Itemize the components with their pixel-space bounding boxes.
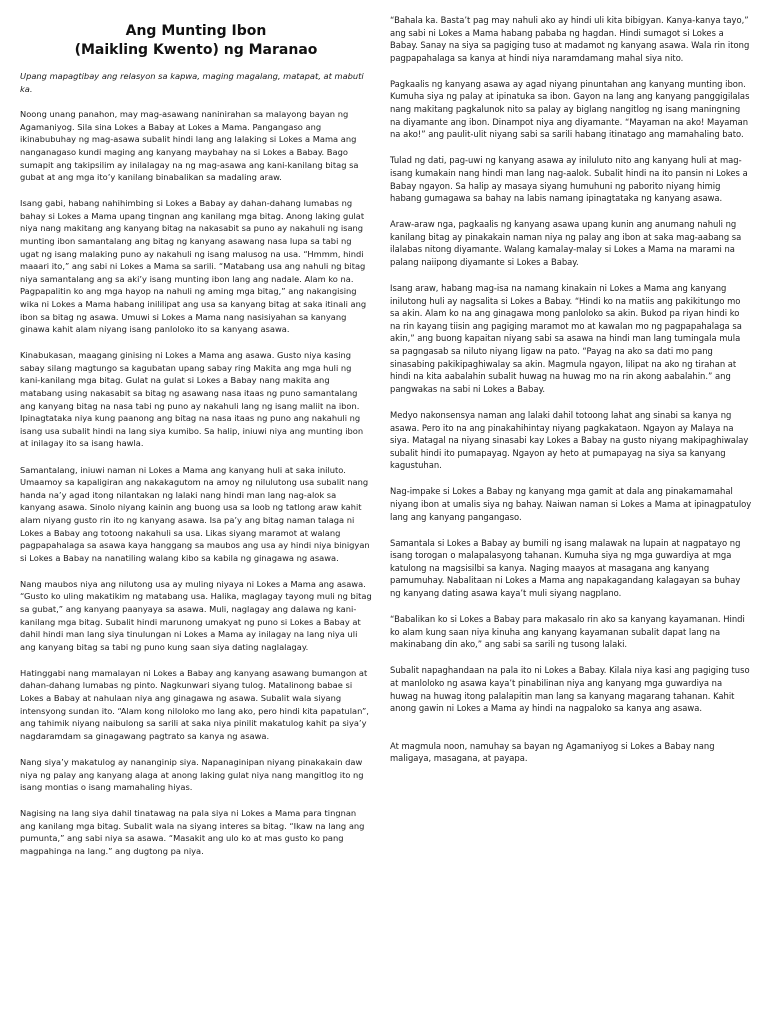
paragraph: Isang gabi, habang nahihimbing si Lokes a Babay ay dahan-dahang lumabas ng bahay si Lokes a Mama upang tingnan ang kanilang mga bitag. Anong laking gulat niya nang makitang ang kanyang bitag na nakasabit sa puno ay nakahuli ng isang munting ibon samantalang ang bitag ng kanyang asawang nasa lupa sa tabi ng ugat ng isang malaking puno ay nakahuli ng isang malusog na usa. “Hmmm, hindi maaari ito,” ang sabi ni Lokes a Mama sa sarili. “Matabang usa ang nahuli ng bitag niya samantalang ang sa aki’y isang munting ibon lang ang nadale. Alam ko na. Pagpapalitin ko ang mga hayop na nahuli ng aming mga bitag,” ang nakangising wika ni Lokes a Mama habang inililipat ang usa sa kanyang bitag at saka itinali ang ibon sa bitag ng asawa. Umuwi si Lokes a Mama nang nasisiyahan sa kanyang ginawa kahit alam niyang isang panloloko ito sa kanyang asawa. [20,198,367,335]
paragraph: Hatinggabi nang mamalayan ni Lokes a Babay ang kanyang asawang bumangon at dahan-dahang lumabas ng pinto. Nagkunwari siyang tulog. Matalinong babae si Lokes a Babay at nahulaan niya ang ginagawa ng asawa. Subalit wala siyang intensyong sundan ito. “Alam kong niloloko mo lang ako, pero hindi kita papatulan”, ang tahimik niyang naibulong sa sarili at saka niya pinilit makatulog kahit pa siya’y nagdaramdam sa ginagawang pagtrato sa kanya ng asawa. [20,667,369,741]
paragraph: Subalit napaghandaan na pala ito ni Lokes a Babay. Kilala niya kasi ang pagiging tuso at manloloko ng asawa kaya’t pinabilinan niya ang kanyang mga guwardiya na huwag na huwag itong palalapitin man lang sa kanyang magarang tahanan. Kahit anong gawin ni Lokes a Mama ay hindi na nagpaloko sa kanya ang asawa. [390,665,750,714]
paragraph: Nang siya’y makatulog ay nananginip siya. Napanaginipan niyang pinakakain daw niya ng palay ang kanyang alaga at anong laking gulat niya nang mangitlog ito ng isang montias o isang mamahaling hiyas. [20,756,364,793]
left-column [20,14,372,871]
title-line-1: Ang Munting Ibon [125,23,267,39]
title-line-2: (Maikling Kwento) ng Maranao [74,42,318,58]
paragraph: Nang maubos niya ang nilutong usa ay muling niyaya ni Lokes a Mama ang asawa. “Gusto ko uling makatikim ng matabang usa. Halika, maglagay tayong muli ng bitag sa gubat,” ang kanyang paanyaya sa asawa. Muli, naglagay ang dalawa ng kani-kanilang mga bitag. Subalit hindi marunong umakyat ng puno si Lokes a Babay at dahil hindi man lang siya tinulungan ni Lokes a Mama ay inilagay na lang niya uli ang kanyang bitag sa tabi ng puno kung saan siya dating naglalagay. [20,578,372,652]
paragraph: Kinabukasan, maagang ginising ni Lokes a Mama ang asawa. Gusto niya kasing sabay silang magtungo sa kagubatan upang sabay ring Makita ang mga huli ng kani-kanilang mga bitag. Gulat na gulat si Lokes a Babay nang makita ang matabang using nakasabit sa bitag ng asawang nasa itaas ng puno samantalang ang kanyang bitag na nasa tabi ng puno ay nakahuli lang ng isang maliit na ibon. Ipinagtataka niya kung paanong ang bitag na nasa itaas ng puno ang nakahuli ng isang usa subalit hindi na lang siya kumibo. Sa halip, iniuwi niya ang munting ibon at inilagay ito sa isang hawla. [20,350,364,449]
paragraph: Nagising na lang siya dahil tinatawag na pala siya ni Lokes a Mama para tingnan ang kanilang mga bitag. Subalit wala na siyang interes sa bitag. “Ikaw na lang ang pumunta,” ang sabi niya sa asawa. “Masakit ang ulo ko at mas gusto ko pang magpahinga na lang.” ang dugtong pa niya. [20,808,365,856]
paragraph: “Babalikan ko si Lokes a Babay para makasalo rin ako sa kanyang kayamanan. Hindi ko alam kung saan niya kinuha ang kanyang kayamanan subalit dapat lang na makinabang din ako,” ang sabi sa sarili ng tusong lalaki. [390,614,745,650]
paragraph: “Bahala ka. Basta’t pag may nahuli ako ay hindi uli kita bibigyan. Kanya-kanya tayo,” ang sabi ni Lokes a Mama habang pababa ng hagdan. Hindi sumagot si Lokes a Babay. Sanay na siya sa pagiging tuso at madamot ng kanyang asawa. Wala rin itong pagpapahalaga sa kanya at hindi niya naramdamang mahal siya nito. [390,15,750,63]
paragraph: Samantala si Lokes a Babay ay bumili ng isang malawak na lupain at nagpatayo ng isang torogan o malapalasyong tahanan. Kumuha siya ng mga guwardiya at mga katulong na magsisilbi sa kanya. Naging maayos at masagana ang kanyang pamumuhay. Nabalitaan ni Lokes a Mama ang napakagandang kalagayan sa buhay ng kanyang dating asawa kaya’t muli siyang nagplano. [390,537,741,599]
story-title [20,22,372,60]
paragraph: Medyo nakonsensya naman ang lalaki dahil totoong lahat ang sinabi sa kanya ng asawa. Pero ito na ang pinakahihintay niyang pagkakataon. Ngayon ay Malaya na siya. Matagal na niyang sinasabi kay Lokes a Babay na gusto niyang makipaghiwalay subalit hindi ito pumapayag. Ngayon ay heto at pumapayag na siya sa kanyang kagustuhan. [390,409,749,471]
paragraph: Tulad ng dati, pag-uwi ng kanyang asawa ay iniluluto nito ang kanyang huli at mag-isang kumakain nang hindi man lang nag-aalok. Subalit hindi na ito pansin ni Lokes a Babay ngayon. Sa halip ay masaya siyang humuhuni ng paborito niyang himig habang gumagawa sa bahay na labis namang ipinagtataka ng kanyang asawa. [390,155,748,204]
paragraph: Araw-araw nga, pagkaalis ng kanyang asawa upang kunin ang anumang nahuli ng kanilang bitag ay pinakakain naman niya ng palay ang ibon at saka mag-aabang sa ilalabas nitong diyamante. Walang kamalay-malay si Lokes a Mama na marami na palang naiipong diyamante si Lokes a Babay. [390,219,742,267]
paragraph: Isang araw, habang mag-isa na namang kinakain ni Lokes a Mama ang kanyang inilutong huli ay nagsalita si Lokes a Babay. “Hindi ko na matiis ang pakikitungo mo sa akin. Alam ko na ang ginagawa mong panloloko sa akin. Bukod pa riyan hindi ko na rin kayang tiisin ang pagiging maramot mo at kawalan mo ng pagpapahalaga sa akin,” ang buong kapaitan niyang sabi sa asawa na hindi man lang tumingala mula sa pagngasab sa niluto niyang ligaw na pato. “Payag na ako sa dati mo pang sinasabing pakikipaghiwalay sa akin. Magmula ngayon, lilipat na ako ng tirahan at hindi na kita aabalahin subalit huwag na huwag mo na rin akong aabalahin.” ang pangwakas na sabi ni Lokes a Babay. [390,283,742,394]
right-column [390,14,752,779]
paragraph: Samantalang, iniuwi naman ni Lokes a Mama ang kanyang huli at saka iniluto. Umaamoy sa kapaligiran ang nakakagutom na amoy ng nilulutong usa subalit nang handa na’y agad itong nilantakan ng lalaki nang hindi man lang nag-alok sa kanyang asawa. Sinolo niyang kainin ang buong usa sa loob ng tatlong araw kahit alam niyang gusto rin ito ng kanyang asawa. Isa pa’y ang bitag naman talaga ni Lokes a Babay ang totoong nakahuli sa usa. Likas siyang maramot at walang pagpapahalaga sa asawa kaya hanggang sa maubos ang usa ay hindi niya binigyan si Lokes a Babay na nanatiling walang kibo sa kabila ng ginagawa ng asawa. [20,464,370,563]
closing-paragraph: At magmula noon, namuhay sa bayan ng Agamaniyog si Lokes a Babay nang maligaya, masagana, at payapa. [390,740,715,764]
paragraph: Pagkaalis ng kanyang asawa ay agad niyang pinuntahan ang kanyang munting ibon. Kumuha siya ng palay at ipinatuka sa ibon. Gayon na lang ang kanyang panggigilalas nang makitang pagkalunok nito sa palay ay biglang nangitlog ng isang maningning na diyamante ang ibon. Dinampot niya ang diyamante. “Mayaman na ako! Mayaman na ako!” ang paulit-ulit niyang sabi sa sarili habang itinatago ang mamahaling bato. [390,78,750,140]
story-moral: Upang mapagtibay ang relasyon sa kapwa, maging magalang, matapat, at mabuti ka. [20,71,364,94]
paragraph: Noong unang panahon, may mag-asawang naninirahan sa malayong bayan ng Agamaniyog. Sila sina Lokes a Babay at Lokes a Mama. Pangangaso ang ikinabubuhay ng mag-asawa subalit hindi lang ang lalaking si Lokes a Mama ang nanganagaso kundi maging ang kanyang maybahay na si Lokes a Babay. Bago sumapit ang takipsilim ay inilalagay na ng mag-asawa ang kani-kanilang bitag sa gubat at ang mga ito’y kanilang binabalikan sa madaling araw. [20,109,359,183]
paragraph: Nag-impake si Lokes a Babay ng kanyang mga gamit at dala ang pinakamamahal niyang ibon at umalis siya ng bahay. Naiwan naman si Lokes a Mama at ipinagpatuloy lang ang kanyang pangangaso. [390,486,752,522]
